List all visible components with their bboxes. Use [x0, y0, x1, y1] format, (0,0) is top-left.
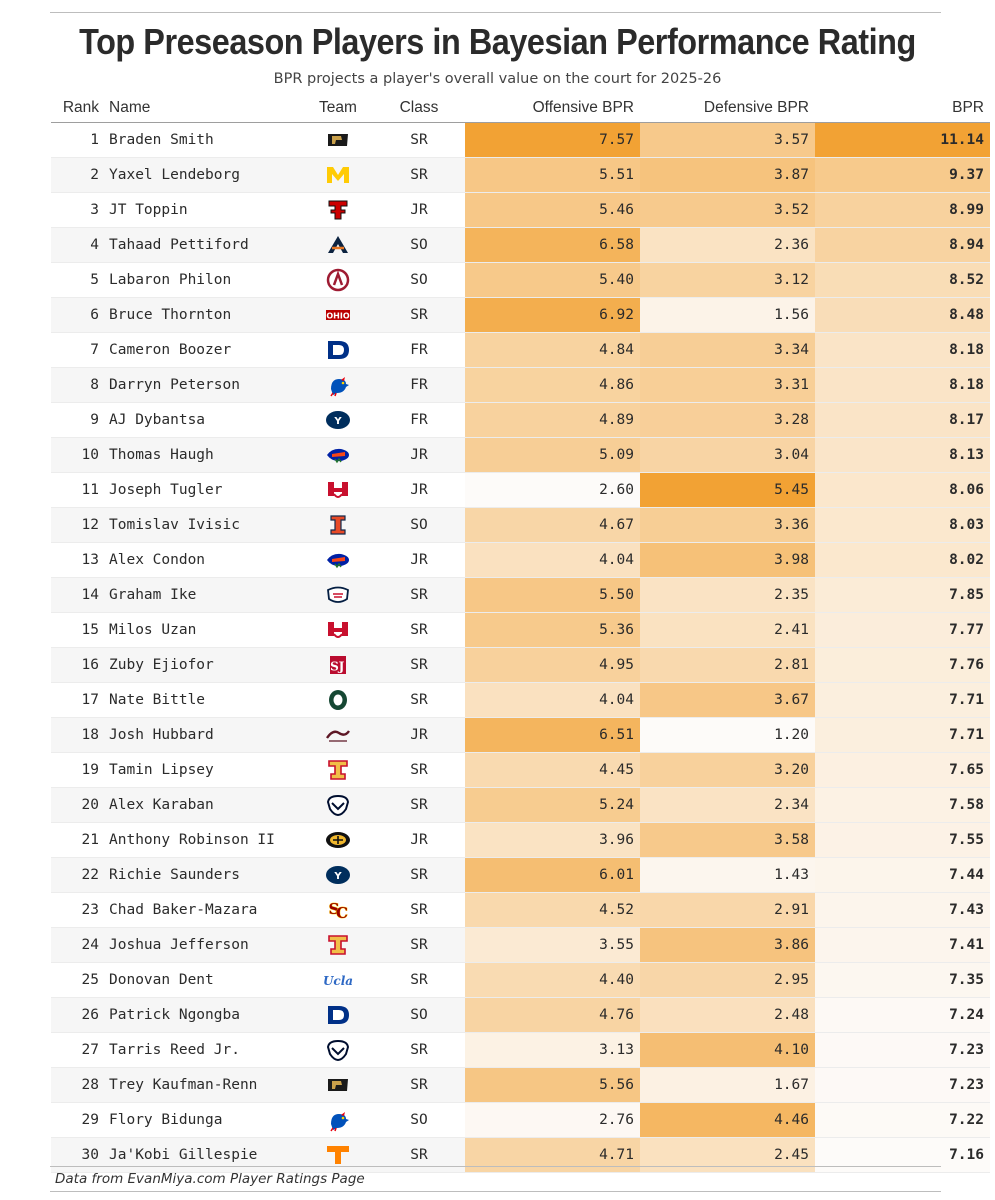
svg-text:Y: Y	[334, 871, 342, 882]
bpr-cell: 8.52	[815, 263, 990, 298]
class-cell: JR	[373, 823, 465, 858]
rank-cell: 3	[51, 193, 103, 228]
tennessee-logo	[325, 1143, 351, 1167]
class-cell: SR	[373, 1068, 465, 1103]
class-cell: SR	[373, 753, 465, 788]
player-name-cell: Ja'Kobi Gillespie	[103, 1138, 303, 1173]
bpr-cell: 9.37	[815, 158, 990, 193]
svg-text:J: J	[338, 659, 345, 674]
bpr-cell: 7.43	[815, 893, 990, 928]
class-cell: SR	[373, 1033, 465, 1068]
col-header-bpr[interactable]: BPR	[815, 94, 990, 123]
duke-logo	[325, 1003, 351, 1027]
rank-cell: 5	[51, 263, 103, 298]
player-name-cell: AJ Dybantsa	[103, 403, 303, 438]
offensive-bpr-cell: 3.13	[465, 1033, 640, 1068]
bottom-rule	[50, 1166, 941, 1167]
gonzaga-logo	[325, 583, 351, 607]
player-name-cell: Joseph Tugler	[103, 473, 303, 508]
class-cell: SR	[373, 158, 465, 193]
rank-cell: 18	[51, 718, 103, 753]
class-cell: JR	[373, 718, 465, 753]
class-cell: SR	[373, 648, 465, 683]
bpr-cell: 8.03	[815, 508, 990, 543]
bpr-cell: 8.17	[815, 403, 990, 438]
team-cell	[303, 718, 373, 753]
defensive-bpr-cell: 3.57	[640, 123, 815, 158]
class-cell: SO	[373, 998, 465, 1033]
defensive-bpr-cell: 2.81	[640, 648, 815, 683]
bpr-cell: 8.06	[815, 473, 990, 508]
chart-subtitle: BPR projects a player's overall value on the court for 2025-26	[273, 71, 722, 87]
team-cell	[303, 823, 373, 858]
team-cell	[303, 438, 373, 473]
table-row	[51, 1033, 990, 1068]
team-cell	[303, 683, 373, 718]
table-row	[51, 718, 990, 753]
defensive-bpr-cell: 2.35	[640, 578, 815, 613]
purdue-logo	[325, 1073, 351, 1097]
purdue-logo	[325, 128, 351, 152]
bpr-cell: 7.35	[815, 963, 990, 998]
auburn-logo	[325, 233, 351, 257]
player-name-cell: JT Toppin	[103, 193, 303, 228]
offensive-bpr-cell: 6.92	[465, 298, 640, 333]
table-row	[51, 823, 990, 858]
team-cell	[303, 963, 373, 998]
player-name-cell: Alex Karaban	[103, 788, 303, 823]
table-row	[51, 578, 990, 613]
player-name-cell: Flory Bidunga	[103, 1103, 303, 1138]
bpr-cell: 7.22	[815, 1103, 990, 1138]
team-cell	[303, 648, 373, 683]
team-cell	[303, 753, 373, 788]
oregon-logo	[325, 688, 351, 712]
team-cell	[303, 193, 373, 228]
player-name-cell: Joshua Jefferson	[103, 928, 303, 963]
offensive-bpr-cell: 4.76	[465, 998, 640, 1033]
florida-logo	[325, 443, 351, 467]
defensive-bpr-cell: 1.56	[640, 298, 815, 333]
offensive-bpr-cell: 4.45	[465, 753, 640, 788]
col-header-offensive-bpr[interactable]: Offensive BPR	[465, 94, 640, 123]
st-johns-logo	[325, 653, 351, 677]
rank-cell: 15	[51, 613, 103, 648]
houston-logo	[325, 478, 351, 502]
team-cell	[303, 403, 373, 438]
class-cell: SO	[373, 228, 465, 263]
table-row	[51, 788, 990, 823]
rank-cell: 17	[51, 683, 103, 718]
bpr-cell: 7.24	[815, 998, 990, 1033]
svg-text:Ucla: Ucla	[322, 974, 354, 988]
player-name-cell: Trey Kaufman-Renn	[103, 1068, 303, 1103]
offensive-bpr-cell: 4.40	[465, 963, 640, 998]
offensive-bpr-cell: 5.50	[465, 578, 640, 613]
offensive-bpr-cell: 4.67	[465, 508, 640, 543]
offensive-bpr-cell: 5.09	[465, 438, 640, 473]
team-cell	[303, 298, 373, 333]
player-name-cell: Braden Smith	[103, 123, 303, 158]
offensive-bpr-cell: 5.40	[465, 263, 640, 298]
table-row	[51, 263, 990, 298]
bpr-cell: 8.18	[815, 368, 990, 403]
table-row	[51, 298, 990, 333]
byu-logo	[325, 408, 351, 432]
houston-logo	[325, 618, 351, 642]
texas-tech-logo	[325, 198, 351, 222]
iowa-state-logo	[325, 758, 351, 782]
player-name-cell: Graham Ike	[103, 578, 303, 613]
bpr-cell: 7.16	[815, 1138, 990, 1173]
rank-cell: 1	[51, 123, 103, 158]
player-name-cell: Josh Hubbard	[103, 718, 303, 753]
col-header-name[interactable]: Name	[103, 94, 303, 123]
player-name-cell: Tomislav Ivisic	[103, 508, 303, 543]
defensive-bpr-cell: 2.91	[640, 893, 815, 928]
defensive-bpr-cell: 3.52	[640, 193, 815, 228]
offensive-bpr-cell: 7.57	[465, 123, 640, 158]
team-cell	[303, 788, 373, 823]
team-cell	[303, 473, 373, 508]
defensive-bpr-cell: 1.20	[640, 718, 815, 753]
offensive-bpr-cell: 6.51	[465, 718, 640, 753]
iowa-state-logo	[325, 933, 351, 957]
col-header-defensive-bpr[interactable]: Defensive BPR	[640, 94, 815, 123]
player-name-cell: Richie Saunders	[103, 858, 303, 893]
defensive-bpr-cell: 3.04	[640, 438, 815, 473]
rank-cell: 9	[51, 403, 103, 438]
bpr-cell: 7.65	[815, 753, 990, 788]
chart-title: Top Preseason Players in Bayesian Performance Rating	[79, 21, 916, 62]
defensive-bpr-cell: 2.41	[640, 613, 815, 648]
rank-cell: 23	[51, 893, 103, 928]
class-cell: SR	[373, 1138, 465, 1173]
bpr-cell: 8.94	[815, 228, 990, 263]
offensive-bpr-cell: 5.51	[465, 158, 640, 193]
rank-cell: 14	[51, 578, 103, 613]
bpr-cell: 7.23	[815, 1033, 990, 1068]
offensive-bpr-cell: 4.89	[465, 403, 640, 438]
rank-cell: 11	[51, 473, 103, 508]
offensive-bpr-cell: 2.76	[465, 1103, 640, 1138]
team-cell	[303, 1103, 373, 1138]
offensive-bpr-cell: 3.55	[465, 928, 640, 963]
uconn-logo	[325, 793, 351, 817]
defensive-bpr-cell: 1.43	[640, 858, 815, 893]
alabama-logo	[325, 268, 351, 292]
offensive-bpr-cell: 4.84	[465, 333, 640, 368]
player-name-cell: Donovan Dent	[103, 963, 303, 998]
footer-rule	[50, 1191, 941, 1192]
table-row	[51, 998, 990, 1033]
team-cell	[303, 123, 373, 158]
missouri-logo	[325, 828, 351, 852]
defensive-bpr-cell: 3.31	[640, 368, 815, 403]
rank-cell: 4	[51, 228, 103, 263]
rank-cell: 27	[51, 1033, 103, 1068]
offensive-bpr-cell: 5.24	[465, 788, 640, 823]
class-cell: SR	[373, 963, 465, 998]
table-row	[51, 333, 990, 368]
defensive-bpr-cell: 3.28	[640, 403, 815, 438]
defensive-bpr-cell: 3.12	[640, 263, 815, 298]
class-cell: JR	[373, 193, 465, 228]
rank-cell: 24	[51, 928, 103, 963]
bpr-cell: 7.44	[815, 858, 990, 893]
bpr-cell: 8.99	[815, 193, 990, 228]
offensive-bpr-cell: 4.04	[465, 543, 640, 578]
col-header-team[interactable]: Team	[303, 94, 373, 123]
source-note: Data from EvanMiya.com Player Ratings Page	[55, 1171, 365, 1187]
class-cell: JR	[373, 473, 465, 508]
team-cell	[303, 858, 373, 893]
kansas-logo	[325, 1108, 351, 1132]
rank-cell: 20	[51, 788, 103, 823]
class-cell: JR	[373, 438, 465, 473]
rank-cell: 29	[51, 1103, 103, 1138]
player-name-cell: Bruce Thornton	[103, 298, 303, 333]
player-name-cell: Tamin Lipsey	[103, 753, 303, 788]
table-row	[51, 158, 990, 193]
class-cell: SR	[373, 123, 465, 158]
table-row	[51, 613, 990, 648]
player-name-cell: Nate Bittle	[103, 683, 303, 718]
team-cell	[303, 508, 373, 543]
class-cell: SR	[373, 928, 465, 963]
offensive-bpr-cell: 4.52	[465, 893, 640, 928]
bpr-cell: 7.77	[815, 613, 990, 648]
player-name-cell: Cameron Boozer	[103, 333, 303, 368]
player-name-cell: Tahaad Pettiford	[103, 228, 303, 263]
defensive-bpr-cell: 4.46	[640, 1103, 815, 1138]
rank-cell: 22	[51, 858, 103, 893]
rank-cell: 8	[51, 368, 103, 403]
bpr-cell: 7.58	[815, 788, 990, 823]
bpr-cell: 7.23	[815, 1068, 990, 1103]
bpr-cell: 8.02	[815, 543, 990, 578]
florida-logo	[325, 548, 351, 572]
bpr-table	[51, 94, 990, 1173]
class-cell: SR	[373, 298, 465, 333]
bpr-cell: 7.85	[815, 578, 990, 613]
rank-cell: 26	[51, 998, 103, 1033]
player-name-cell: Anthony Robinson II	[103, 823, 303, 858]
table-row	[51, 648, 990, 683]
svg-text:C: C	[336, 904, 348, 922]
team-cell	[303, 998, 373, 1033]
byu-logo	[325, 863, 351, 887]
table-row	[51, 753, 990, 788]
team-cell	[303, 333, 373, 368]
col-header-rank[interactable]: Rank	[51, 94, 103, 123]
defensive-bpr-cell: 3.20	[640, 753, 815, 788]
team-cell	[303, 928, 373, 963]
svg-text:OHIO: OHIO	[326, 311, 350, 321]
table-row	[51, 228, 990, 263]
kansas-logo	[325, 373, 351, 397]
defensive-bpr-cell: 2.95	[640, 963, 815, 998]
defensive-bpr-cell: 4.10	[640, 1033, 815, 1068]
defensive-bpr-cell: 2.34	[640, 788, 815, 823]
class-cell: FR	[373, 368, 465, 403]
defensive-bpr-cell: 3.87	[640, 158, 815, 193]
uconn-logo	[325, 1038, 351, 1062]
player-name-cell: Labaron Philon	[103, 263, 303, 298]
player-name-cell: Thomas Haugh	[103, 438, 303, 473]
offensive-bpr-cell: 4.95	[465, 648, 640, 683]
rank-cell: 2	[51, 158, 103, 193]
defensive-bpr-cell: 3.67	[640, 683, 815, 718]
table-row	[51, 1103, 990, 1138]
col-header-class[interactable]: Class	[373, 94, 465, 123]
defensive-bpr-cell: 3.98	[640, 543, 815, 578]
svg-text:S: S	[330, 659, 339, 674]
player-name-cell: Tarris Reed Jr.	[103, 1033, 303, 1068]
defensive-bpr-cell: 3.86	[640, 928, 815, 963]
bpr-cell: 11.14	[815, 123, 990, 158]
ucla-logo	[322, 968, 354, 992]
class-cell: JR	[373, 543, 465, 578]
defensive-bpr-cell: 5.45	[640, 473, 815, 508]
team-cell	[303, 1033, 373, 1068]
team-cell	[303, 228, 373, 263]
table-row	[51, 1068, 990, 1103]
table-row	[51, 508, 990, 543]
table-row	[51, 928, 990, 963]
player-name-cell: Chad Baker-Mazara	[103, 893, 303, 928]
table-row	[51, 683, 990, 718]
rank-cell: 28	[51, 1068, 103, 1103]
bpr-cell: 8.18	[815, 333, 990, 368]
defensive-bpr-cell: 3.36	[640, 508, 815, 543]
duke-logo	[325, 338, 351, 362]
table-row	[51, 193, 990, 228]
rank-cell: 13	[51, 543, 103, 578]
svg-text:S: S	[328, 900, 340, 918]
ohio-state-logo	[325, 303, 351, 327]
offensive-bpr-cell: 3.96	[465, 823, 640, 858]
rank-cell: 19	[51, 753, 103, 788]
bpr-cell: 7.55	[815, 823, 990, 858]
team-cell	[303, 368, 373, 403]
rank-cell: 21	[51, 823, 103, 858]
rank-cell: 12	[51, 508, 103, 543]
table-row	[51, 368, 990, 403]
team-cell	[303, 158, 373, 193]
defensive-bpr-cell: 2.36	[640, 228, 815, 263]
class-cell: SR	[373, 613, 465, 648]
table-row	[51, 963, 990, 998]
offensive-bpr-cell: 5.36	[465, 613, 640, 648]
team-cell	[303, 613, 373, 648]
defensive-bpr-cell: 3.58	[640, 823, 815, 858]
team-cell	[303, 1068, 373, 1103]
team-cell	[303, 893, 373, 928]
class-cell: SO	[373, 263, 465, 298]
player-name-cell: Yaxel Lendeborg	[103, 158, 303, 193]
rank-cell: 6	[51, 298, 103, 333]
bpr-cell: 7.76	[815, 648, 990, 683]
rank-cell: 30	[51, 1138, 103, 1173]
table-row	[51, 438, 990, 473]
defensive-bpr-cell: 2.48	[640, 998, 815, 1033]
team-cell	[303, 263, 373, 298]
bpr-cell: 7.41	[815, 928, 990, 963]
rank-cell: 10	[51, 438, 103, 473]
offensive-bpr-cell: 5.56	[465, 1068, 640, 1103]
bpr-cell: 7.71	[815, 718, 990, 753]
offensive-bpr-cell: 4.71	[465, 1138, 640, 1173]
bpr-cell: 7.71	[815, 683, 990, 718]
offensive-bpr-cell: 4.86	[465, 368, 640, 403]
header-row	[51, 94, 990, 123]
table-row	[51, 473, 990, 508]
class-cell: FR	[373, 403, 465, 438]
defensive-bpr-cell: 2.45	[640, 1138, 815, 1173]
class-cell: SO	[373, 1103, 465, 1138]
bpr-cell: 8.48	[815, 298, 990, 333]
usc-logo	[325, 898, 351, 922]
class-cell: SR	[373, 858, 465, 893]
table-row	[51, 123, 990, 158]
class-cell: SR	[373, 578, 465, 613]
offensive-bpr-cell: 2.60	[465, 473, 640, 508]
michigan-logo	[325, 163, 351, 187]
offensive-bpr-cell: 5.46	[465, 193, 640, 228]
table-row	[51, 858, 990, 893]
illinois-logo	[325, 513, 351, 537]
defensive-bpr-cell: 1.67	[640, 1068, 815, 1103]
player-name-cell: Zuby Ejiofor	[103, 648, 303, 683]
rank-cell: 16	[51, 648, 103, 683]
rank-cell: 25	[51, 963, 103, 998]
defensive-bpr-cell: 3.34	[640, 333, 815, 368]
table-body	[51, 123, 990, 1173]
bpr-cell: 8.13	[815, 438, 990, 473]
table-row	[51, 893, 990, 928]
offensive-bpr-cell: 4.04	[465, 683, 640, 718]
player-name-cell: Milos Uzan	[103, 613, 303, 648]
player-name-cell: Patrick Ngongba	[103, 998, 303, 1033]
class-cell: FR	[373, 333, 465, 368]
table-row	[51, 543, 990, 578]
svg-text:Y: Y	[334, 416, 342, 427]
team-cell	[303, 543, 373, 578]
top-rule	[50, 12, 941, 13]
class-cell: SR	[373, 893, 465, 928]
class-cell: SR	[373, 788, 465, 823]
offensive-bpr-cell: 6.58	[465, 228, 640, 263]
offensive-bpr-cell: 6.01	[465, 858, 640, 893]
player-name-cell: Darryn Peterson	[103, 368, 303, 403]
table-row	[51, 403, 990, 438]
rank-cell: 7	[51, 333, 103, 368]
player-name-cell: Alex Condon	[103, 543, 303, 578]
class-cell: SR	[373, 683, 465, 718]
mississippi-state-logo	[325, 723, 351, 747]
class-cell: SO	[373, 508, 465, 543]
team-cell	[303, 578, 373, 613]
